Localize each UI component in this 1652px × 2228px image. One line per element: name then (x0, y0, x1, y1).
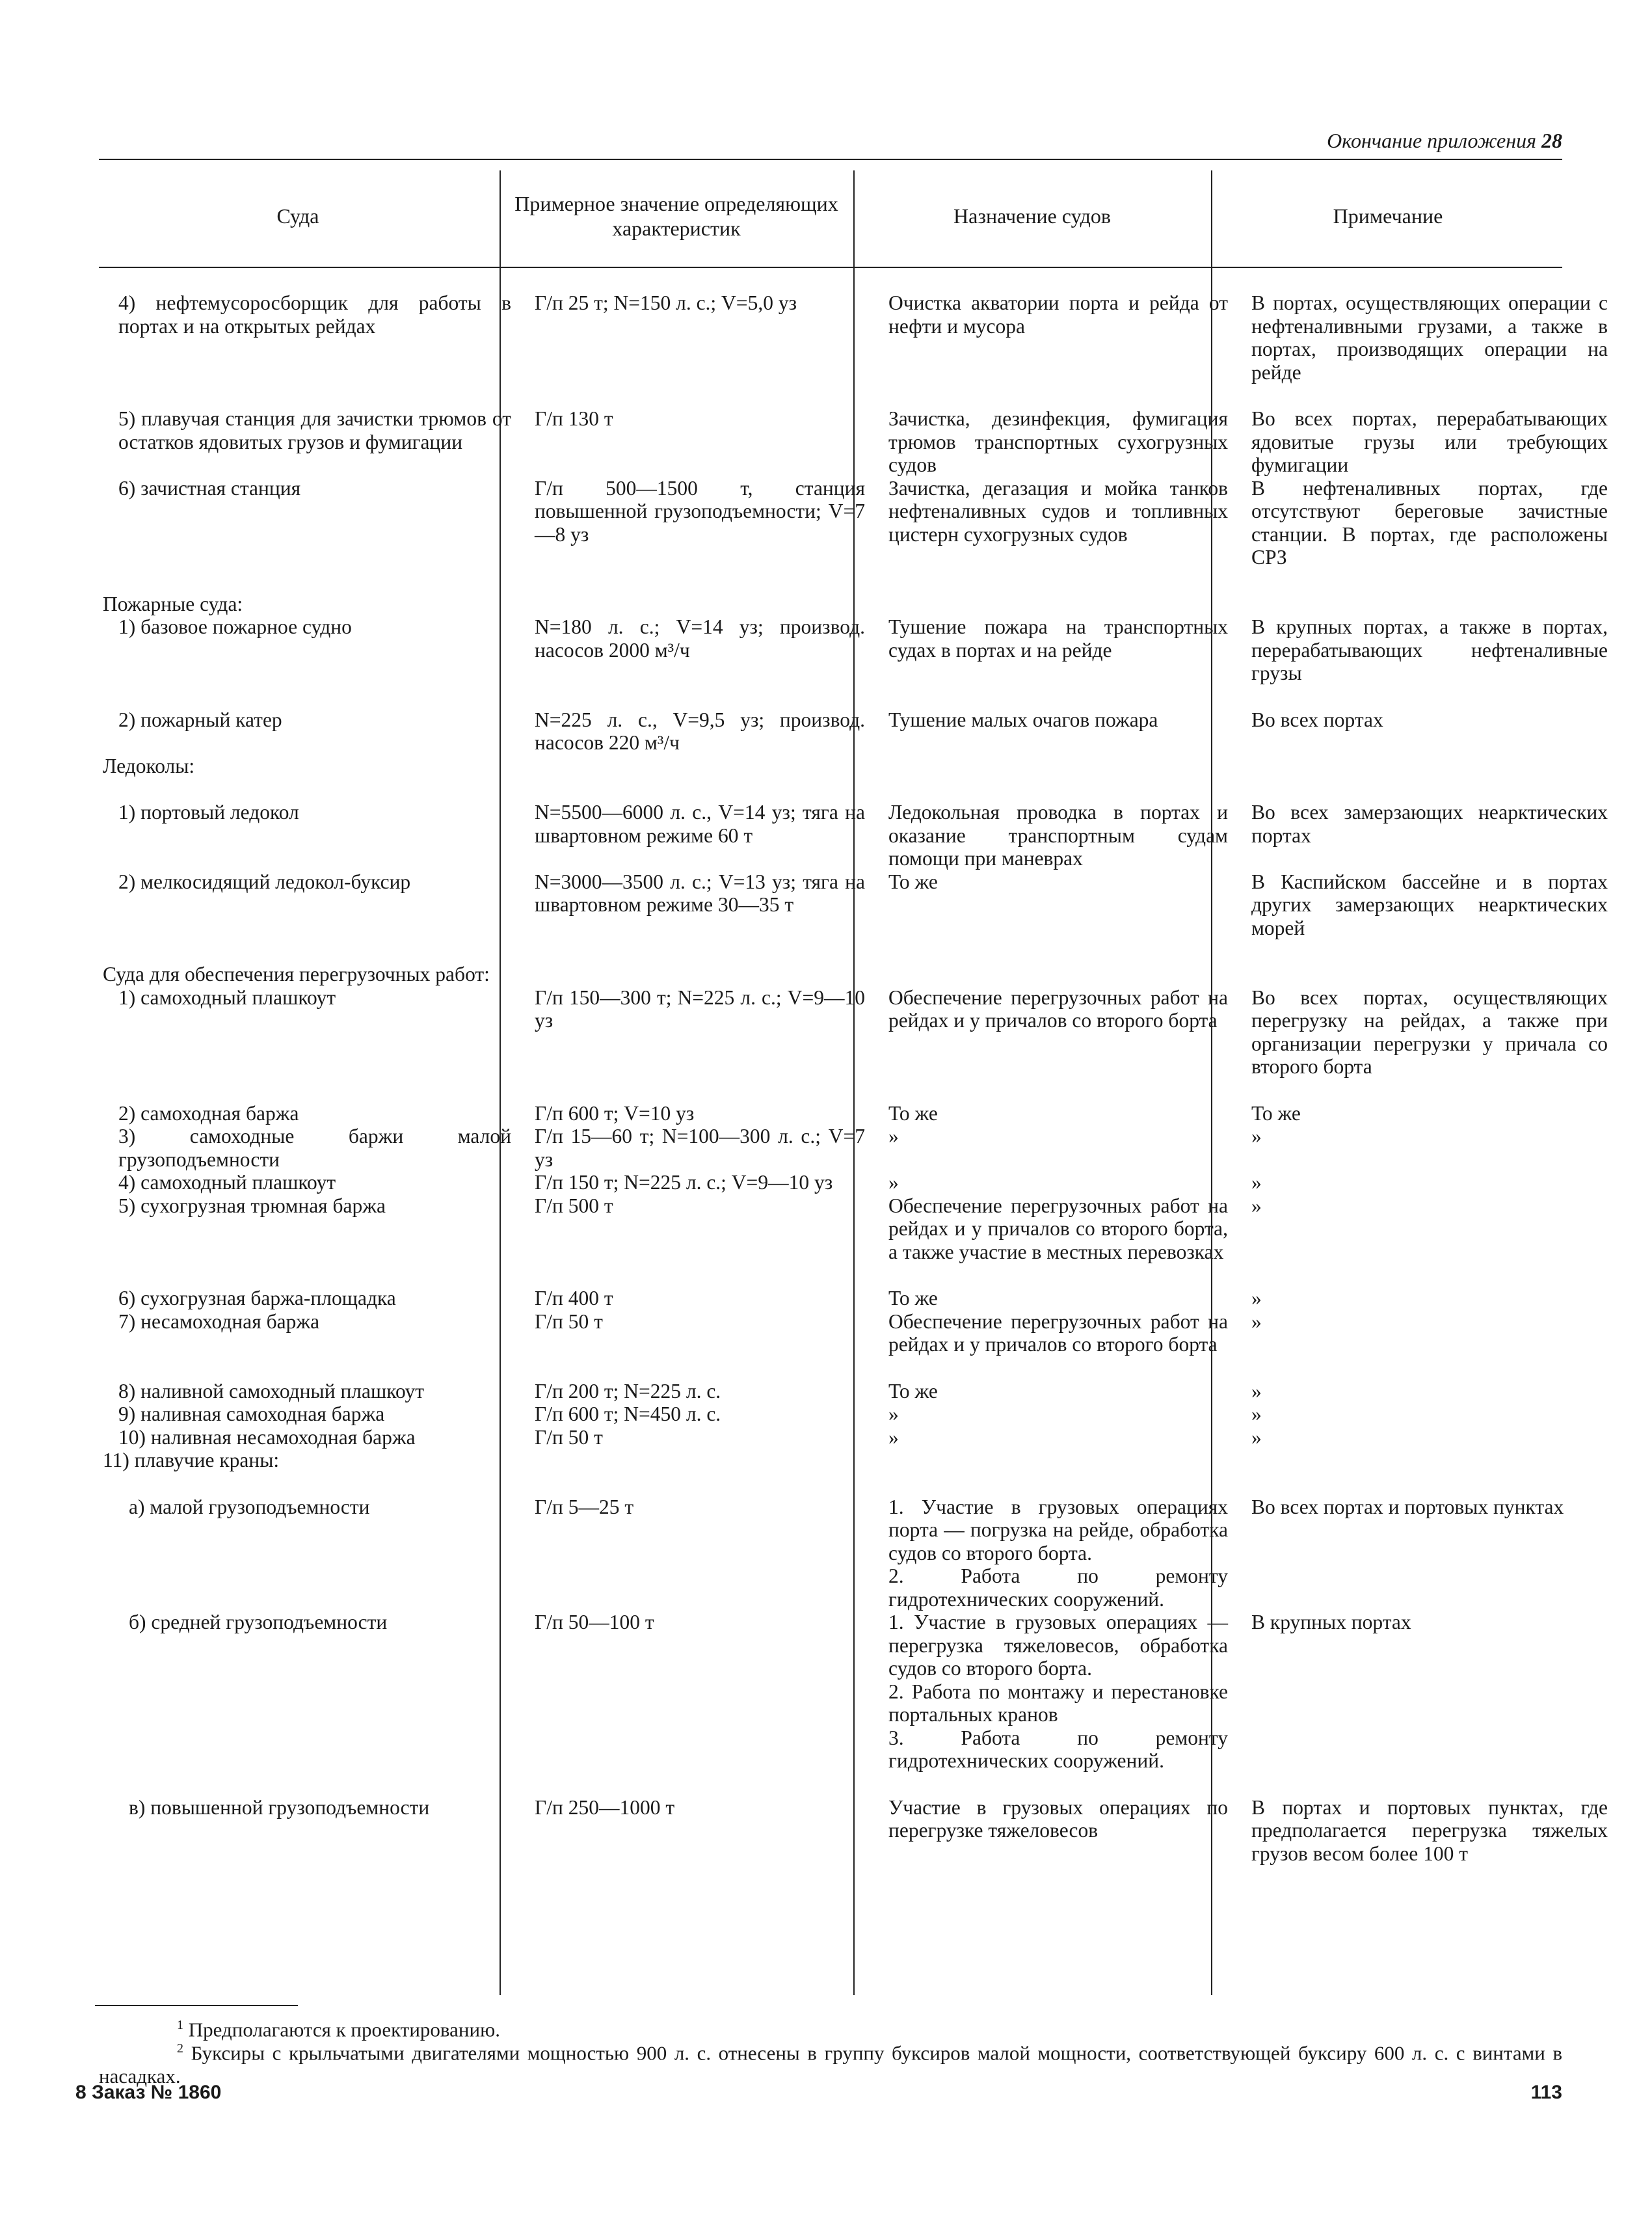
purpose-cell: Обеспечение перегрузочных работ на рейдах и у причалов со второго борта (888, 1309, 1228, 1356)
row-spacer (99, 1472, 1612, 1496)
vessel-type-cell: 3) самоходные баржи малой грузоподъемности (118, 1125, 511, 1171)
column-header-characteristics: Примерное значение определяющих характеристик (514, 192, 838, 240)
purpose-cell: Участие в грузовых операциях по перегрузке тяжеловесов (888, 1795, 1228, 1842)
characteristics-cell: N=180 л. с.; V=14 уз; производ. насосов 2000 м³/ч (535, 615, 865, 662)
footnote-1: $^1$ Предполагаются к проектированию. (177, 2018, 500, 2041)
vessels-table (99, 291, 1612, 1865)
header-bottom-rule (99, 267, 1562, 268)
empty-cell (515, 593, 869, 616)
table-row (99, 615, 1612, 685)
table-row (99, 291, 1612, 384)
vessel-type-cell: 7) несамоходная баржа (118, 1309, 320, 1333)
order-number: 8 Заказ № 1860 (75, 2082, 222, 2103)
vessel-type-cell: 2) самоходная баржа (118, 1101, 299, 1125)
vessel-type-cell: в) повышенной грузоподъемности (129, 1795, 430, 1819)
column-header-purpose: Назначение судов (953, 204, 1111, 228)
vessel-type-cell: 8) наливной самоходный плашкоут (118, 1379, 425, 1403)
note-cell: В нефтеналивных портах, где отсутствуют береговые зачистные станции. В портах, где расположены СРЗ (1251, 476, 1608, 569)
spacer-cell (99, 685, 1612, 708)
table-row (99, 1611, 1612, 1773)
characteristics-cell: Г/п 15—60 т; N=100—300 л. с.; V=7 уз (535, 1125, 865, 1171)
table-row (99, 986, 1612, 1079)
note-cell: Во всех портах, перерабатывающих ядовитые грузы или требующих фумигации (1251, 407, 1608, 476)
note-cell: » (1251, 1379, 1262, 1403)
characteristics-cell: Г/п 600 т; V=10 уз (535, 1101, 695, 1125)
empty-cell (1232, 1449, 1612, 1472)
table-row (99, 477, 1612, 569)
purpose-cell: Ледокольная проводка в портах и оказание транспортным судам помощи при маневрах (888, 801, 1228, 870)
vessel-type-cell: 4) самоходный плашкоут (118, 1171, 336, 1194)
footnote-rule (95, 2005, 298, 2006)
section-heading-row (99, 1449, 1612, 1472)
note-cell: » (1251, 1171, 1262, 1194)
row-spacer (99, 939, 1612, 963)
characteristics-cell: Г/п 25 т; N=150 л. с.; V=5,0 уз (535, 291, 797, 314)
row-spacer (99, 1773, 1612, 1796)
characteristics-cell: Г/п 50 т (535, 1309, 603, 1333)
column-header-note: Примечание (1333, 204, 1443, 228)
note-cell: То же (1251, 1101, 1301, 1125)
vessel-type-cell: а) малой грузоподъемности (129, 1495, 370, 1518)
note-cell: В крупных портах, а также в портах, перерабатывающих нефтеналивные грузы (1251, 615, 1608, 684)
characteristics-cell: Г/п 500—1500 т, станция повышенной грузоподъемности; V=7—8 уз (535, 476, 865, 546)
note-cell: В крупных портах (1251, 1611, 1411, 1633)
empty-cell (1232, 755, 1612, 778)
table-row (99, 1287, 1612, 1310)
purpose-cell: То же (888, 870, 938, 893)
vessel-type-cell: 5) плавучая станция для зачистки трюмов от остатков ядовитых грузов и фумигации (118, 407, 511, 453)
vessel-type-cell: 1) портовый ледокол (118, 801, 299, 824)
empty-cell (1232, 593, 1612, 616)
table-row (99, 870, 1612, 940)
characteristics-cell: N=225 л. с., V=9,5 уз; производ. насосов 220 м³/ч (535, 708, 865, 754)
empty-cell (869, 963, 1232, 986)
note-cell: » (1251, 1425, 1262, 1449)
row-spacer (99, 777, 1612, 801)
column-header-vessels: Суда (276, 204, 319, 228)
spacer-cell (99, 1263, 1612, 1287)
spacer-cell (99, 384, 1612, 407)
purpose-cell: Тушение малых очагов пожара (888, 708, 1158, 731)
vessel-type-cell: 2) пожарный катер (118, 708, 282, 731)
section-heading-row (99, 963, 1612, 986)
table-row (99, 1426, 1612, 1449)
row-spacer (99, 685, 1612, 708)
note-cell: » (1251, 1403, 1262, 1425)
purpose-cell: То же (888, 1287, 938, 1309)
purpose-cell: 1. Участие в грузовых операциях — перегрузка тяжеловесов, обработка судов со второго борта. 2. Работа по монтажу и перестановке портальных кранов 3. Работа по ремонту гидротехнических сооружений. (888, 1611, 1228, 1772)
note-cell: » (1251, 1125, 1262, 1148)
spacer-cell (99, 777, 1612, 801)
row-spacer (99, 384, 1612, 407)
characteristics-cell: N=5500—6000 л. с., V=14 уз; тяга на швартовном режиме 60 т (535, 801, 865, 847)
empty-cell (869, 1449, 1232, 1472)
empty-cell (869, 755, 1232, 778)
purpose-cell: Очистка акватории порта и рейда от нефти и мусора (888, 291, 1228, 338)
spacer-cell (99, 1472, 1612, 1496)
caption-text: Окончание приложения (1327, 129, 1536, 152)
vessel-type-cell: 6) сухогрузная баржа-площадка (118, 1287, 396, 1309)
spacer-cell (99, 1773, 1612, 1796)
table-row (99, 1380, 1612, 1403)
vessel-type-cell: 5) сухогрузная трюмная баржа (118, 1194, 386, 1217)
section-heading-row (99, 593, 1612, 616)
section-heading: Ледоколы: (103, 754, 195, 777)
purpose-cell: То же (888, 1101, 938, 1125)
spacer-cell (99, 939, 1612, 963)
section-heading: Пожарные суда: (103, 592, 243, 615)
vessel-type-cell: 10) наливная несамоходная баржа (118, 1425, 416, 1449)
purpose-cell: То же (888, 1379, 938, 1403)
purpose-cell: Тушение пожара на транспортных судах в портах и на рейде (888, 615, 1228, 662)
characteristics-cell: Г/п 130 т (535, 407, 613, 430)
purpose-cell: Обеспечение перегрузочных работ на рейдах и у причалов со второго борта, а также участие в местных перевозках (888, 1194, 1228, 1263)
empty-cell (1232, 963, 1612, 986)
characteristics-cell: Г/п 5—25 т (535, 1495, 634, 1518)
characteristics-cell: Г/п 400 т (535, 1287, 613, 1309)
row-spacer (99, 569, 1612, 593)
caption-number: 28 (1541, 129, 1562, 152)
vessel-type-cell: 1) самоходный плашкоут (118, 986, 336, 1009)
purpose-cell: » (888, 1171, 899, 1194)
purpose-cell: Зачистка, дезинфекция, фумигация трюмов транспортных сухогрузных судов (888, 407, 1228, 476)
table-row (99, 801, 1612, 870)
characteristics-cell: N=3000—3500 л. с.; V=13 уз; тяга на швартовном режиме 30—35 т (535, 870, 865, 916)
table-row (99, 1125, 1612, 1171)
empty-cell (515, 755, 869, 778)
vessel-type-cell: б) средней грузоподъемности (129, 1611, 388, 1633)
characteristics-cell: Г/п 150—300 т; N=225 л. с.; V=9—10 уз (535, 986, 865, 1032)
note-cell: » (1251, 1287, 1262, 1309)
row-spacer (99, 1263, 1612, 1287)
purpose-cell: Зачистка, дегазация и мойка танков нефтеналивных судов и топливных цистерн сухогрузных судов (888, 476, 1228, 546)
note-cell: В портах, осуществляющих операции с нефтеналивными грузами, а также в портах, производящих операции на рейде (1251, 291, 1608, 384)
table-row (99, 1403, 1612, 1426)
spacer-cell (99, 1356, 1612, 1380)
vessel-type-cell: 1) базовое пожарное судно (118, 615, 352, 638)
note-cell: Во всех портах, осуществляющих перегрузку на рейдах, а также при организации перегрузки у причала со второго борта (1251, 986, 1608, 1078)
characteristics-cell: Г/п 250—1000 т (535, 1795, 675, 1819)
spacer-cell (99, 1079, 1612, 1102)
note-cell: » (1251, 1309, 1262, 1333)
section-heading: Суда для обеспечения перегрузочных работ: (103, 963, 490, 986)
note-cell: Во всех замерзающих неарктических портах (1251, 801, 1608, 847)
empty-cell (515, 1449, 869, 1472)
spacer-cell (99, 569, 1612, 593)
table-row (99, 1102, 1612, 1125)
row-spacer (99, 1079, 1612, 1102)
vessel-type-cell: 6) зачистная станция (118, 476, 301, 500)
table-row (99, 1194, 1612, 1264)
characteristics-cell: Г/п 150 т; N=225 л. с.; V=9—10 уз (535, 1171, 833, 1194)
empty-cell (515, 963, 869, 986)
table-row (99, 1496, 1612, 1611)
characteristics-cell: Г/п 50 т (535, 1425, 603, 1449)
page-number: 113 (1530, 2082, 1562, 2103)
vessel-type-cell: 2) мелкосидящий ледокол-буксир (118, 870, 411, 893)
caption (1327, 129, 1562, 153)
purpose-cell: » (888, 1425, 899, 1449)
purpose-cell: » (888, 1125, 899, 1148)
purpose-cell: Обеспечение перегрузочных работ на рейдах и у причалов со второго борта (888, 986, 1228, 1032)
footnote-2: $^2$ Буксиры с крыльчатыми двигателями мощностью 900 л. с. отнесены в группу буксиров малой мощности, соответствующей буксиру 600 л. с. с винтами в насадках. (99, 2041, 1562, 2088)
purpose-cell: 1. Участие в грузовых операциях порта — погрузка на рейде, обработка судов со второго борта. 2. Работа по ремонту гидротехнических сооружений. (888, 1495, 1228, 1611)
note-cell: » (1251, 1194, 1262, 1217)
section-heading: 11) плавучие краны: (103, 1449, 280, 1471)
table-row (99, 1310, 1612, 1356)
table-row (99, 407, 1612, 477)
section-heading-row (99, 755, 1612, 778)
table-row (99, 1171, 1612, 1194)
table-row (99, 708, 1612, 755)
header-top-rule (99, 159, 1562, 160)
note-cell: В Каспийском бассейне и в портах других замерзающих неарктических морей (1251, 870, 1608, 939)
characteristics-cell: Г/п 200 т; N=225 л. с. (535, 1379, 721, 1403)
empty-cell (869, 593, 1232, 616)
vessel-type-cell: 9) наливная самоходная баржа (118, 1403, 385, 1425)
characteristics-cell: Г/п 50—100 т (535, 1611, 654, 1633)
note-cell: Во всех портах (1251, 708, 1383, 731)
table-row (99, 1796, 1612, 1866)
purpose-cell: » (888, 1403, 899, 1425)
row-spacer (99, 1356, 1612, 1380)
note-cell: Во всех портах и портовых пунктах (1251, 1495, 1564, 1518)
characteristics-cell: Г/п 500 т (535, 1194, 613, 1217)
note-cell: В портах и портовых пунктах, где предполагается перегрузка тяжелых грузов весом более 100 т (1251, 1795, 1608, 1865)
characteristics-cell: Г/п 600 т; N=450 л. с. (535, 1403, 721, 1425)
vessel-type-cell: 4) нефтемусоросборщик для работы в портах и на открытых рейдах (118, 291, 511, 338)
